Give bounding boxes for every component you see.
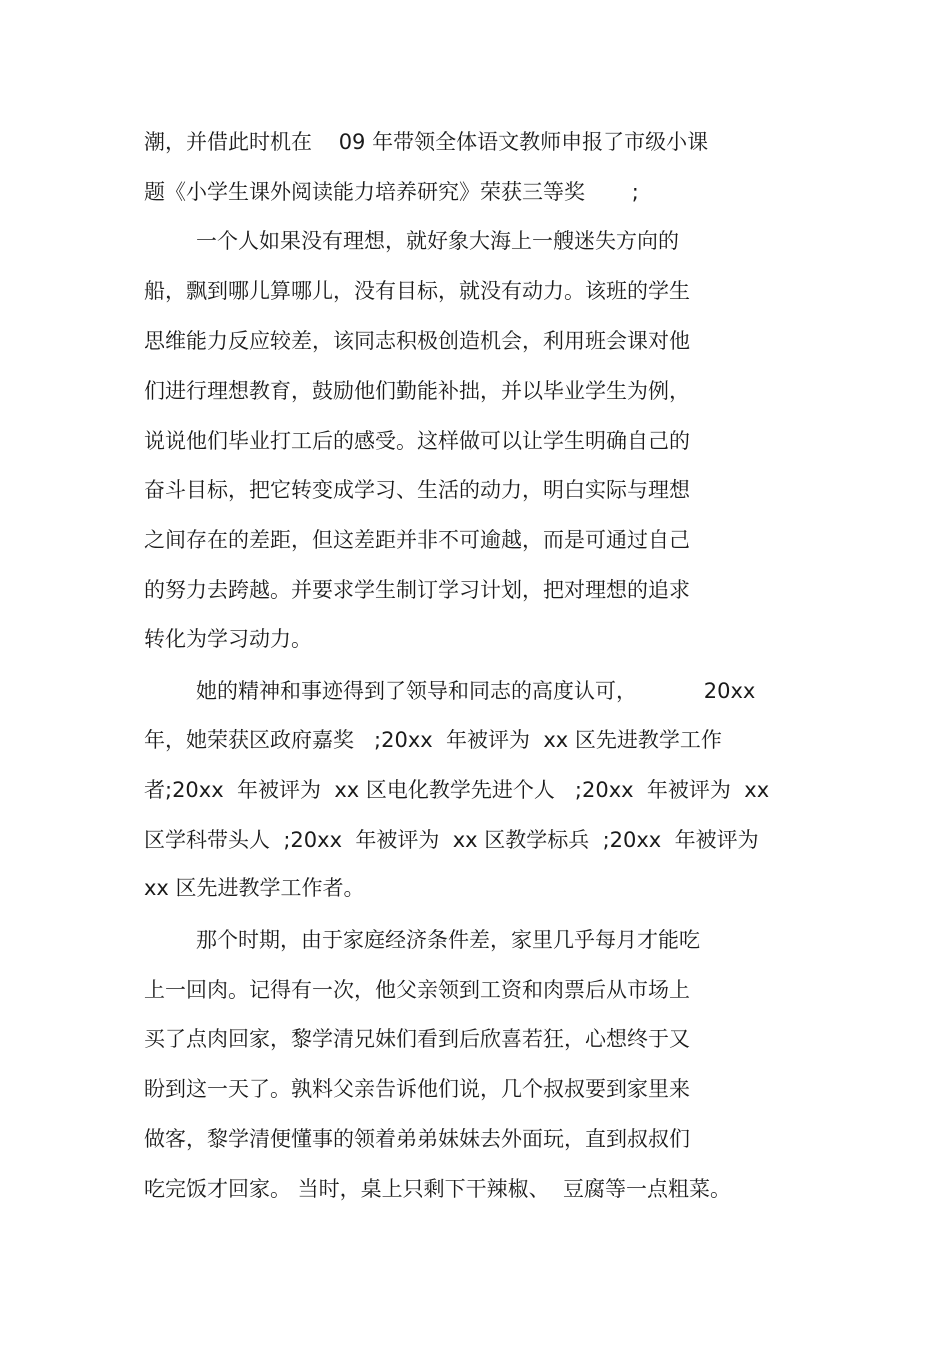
text-line: 思维能力反应较差，该同志积极创造机会，利用班会课对他 bbox=[144, 329, 690, 353]
text-line: 的努力去跨越。并要求学生制订学习计划，把对理想的追求 bbox=[144, 578, 690, 602]
text-line: 年，她荣获区政府嘉奖 ;20xx 年被评为 xx 区先进教学工作 bbox=[144, 728, 722, 752]
text-line: 潮，并借此时机在 09 年带领全体语文教师申报了市级小课 bbox=[144, 130, 709, 154]
text-line: xx 区先进教学工作者。 bbox=[144, 876, 365, 900]
text-line: 吃完饭才回家。 当时，桌上只剩下干辣椒、 豆腐等一点粗菜。 bbox=[144, 1177, 732, 1201]
paragraph-start: 一个人如果没有理想，就好象大海上一艘迷失方向的 bbox=[196, 229, 679, 253]
paragraph-start: 她的精神和事迹得到了领导和同志的高度认可， 20xx bbox=[196, 679, 756, 703]
text-line: 盼到这一天了。孰料父亲告诉他们说，几个叔叔要到家里来 bbox=[144, 1077, 690, 1101]
text-line: 者;20xx 年被评为 xx 区电化教学先进个人 ;20xx 年被评为 xx bbox=[144, 778, 770, 802]
text-line: 上一回肉。记得有一次，他父亲领到工资和肉票后从市场上 bbox=[144, 978, 690, 1002]
text-line: 区学科带头人 ;20xx 年被评为 xx 区教学标兵 ;20xx 年被评为 bbox=[144, 828, 759, 852]
text-line: 们进行理想教育，鼓励他们勤能补拙，并以毕业学生为例， bbox=[144, 379, 690, 403]
text-line: 题《小学生课外阅读能力培养研究》荣获三等奖 ; bbox=[144, 180, 639, 204]
text-line: 转化为学习动力。 bbox=[144, 627, 312, 651]
text-line: 买了点肉回家，黎学清兄妹们看到后欣喜若狂，心想终于又 bbox=[144, 1027, 690, 1051]
text-line: 做客，黎学清便懂事的领着弟弟妹妹去外面玩，直到叔叔们 bbox=[144, 1127, 690, 1151]
text-line: 说说他们毕业打工后的感受。这样做可以让学生明确自己的 bbox=[144, 429, 690, 453]
text-line: 之间存在的差距，但这差距并非不可逾越，而是可通过自己 bbox=[144, 528, 690, 552]
paragraph-start: 那个时期，由于家庭经济条件差，家里几乎每月才能吃 bbox=[196, 928, 700, 952]
text-line: 奋斗目标，把它转变成学习、生活的动力，明白实际与理想 bbox=[144, 478, 690, 502]
text-line: 船，飘到哪儿算哪儿，没有目标，就没有动力。该班的学生 bbox=[144, 279, 690, 303]
